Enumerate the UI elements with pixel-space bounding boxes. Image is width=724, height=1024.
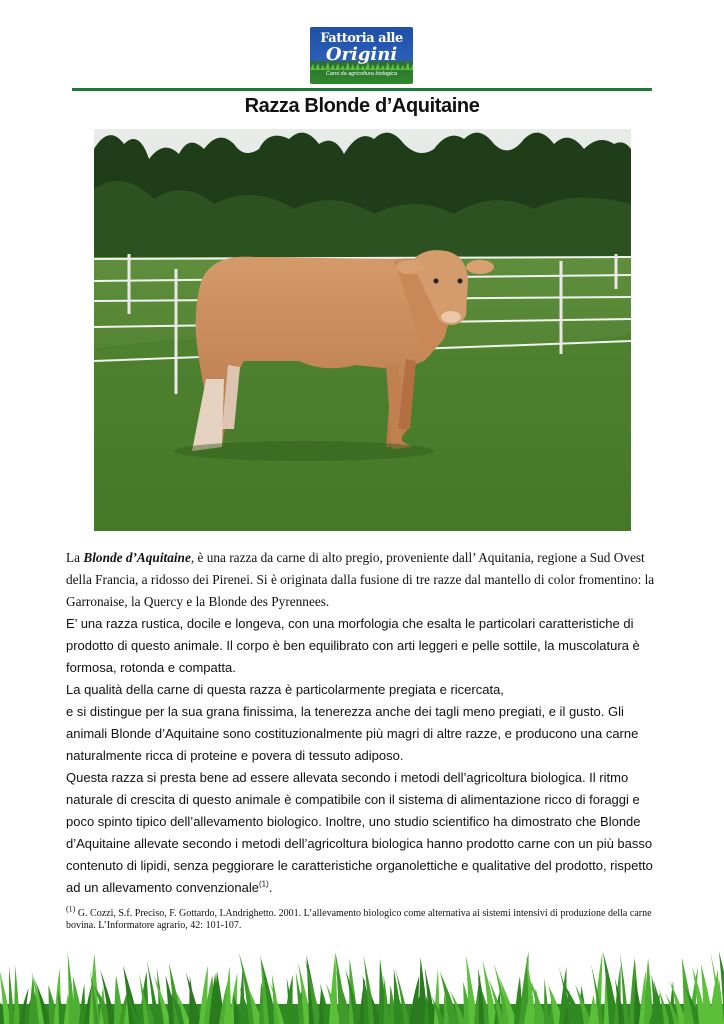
- body-text: [66, 547, 660, 899]
- footnote-text: G. Cozzi, S.f. Preciso, F. Gottardo, I.Andrighetto. 2001. L’allevamento biologico come alternativa ai sistemi intensivi di produzione della carne bovina. L’Informatore agrario, 42: 101-107.: [66, 908, 652, 931]
- logo-line2: Origini: [325, 44, 398, 65]
- grass-blade: [384, 975, 390, 1024]
- paragraph-4: [66, 767, 660, 899]
- cow-photo: [94, 129, 631, 531]
- grass-border-icon: [0, 946, 724, 1024]
- paragraph-2: La qualità della carne di questa razza è particolarmente pregiata e ricercata,: [66, 682, 504, 697]
- grass-blade: [9, 966, 14, 1024]
- intro-paragraph: [66, 547, 660, 613]
- footnote: [66, 904, 666, 932]
- page-title: Razza Blonde d’Aquitaine: [244, 95, 480, 117]
- intro-rest: , è una razza da carne di alto pregio, proveniente dall’ Aquitania, regione a Sud Ovest della Francia, a ridosso dei Pirenei. Si è originata dalla fusione di tre razze dal mantello di color fromentino: la Garronaise, la Quercy e la Blonde des Pyrennees.: [66, 550, 655, 609]
- grass-blade: [544, 979, 550, 1024]
- paragraph-3: e si distingue per la sua grana finissima, la tenerezza anche dei tagli meno pregiati, e il gusto. Gli animali Blonde d’Aquitaine sono costituzionalmente più magri di altre razze, e producono una carne naturalmente ricca di proteine e povera di tessuto adiposo.: [66, 704, 639, 763]
- footnote-marker: (1): [66, 904, 76, 914]
- paragraph-1: E’ una razza rustica, docile e longeva, con una morfologia che esalta le particolari caratteristiche di prodotto di questo animale. Il corpo è ben equilibrato con arti leggeri e pelle sottile, la muscolatura è formosa, rotonda e compatta.: [66, 616, 640, 675]
- breed-name: Blonde d’Aquitaine: [83, 550, 191, 565]
- paragraph-4-text: Questa razza si presta bene ad essere allevata secondo i metodi dell’agricoltura biologica. Il ritmo naturale di crescita di questo animale è compatibile con il sistema di alimentazione ricco di foraggi e poco spinto tipico dell’allevamento biologico. Inoltre, uno studio scientifico ha dimostrato che Blonde d’Aquitaine allevate secondo i metodi dell’agricoltura biologica hanno prodotto carne con un più basso contenuto di lipidi, senza peggiorare le caratteristiche organolettiche e qualitative del prodotto, rispetto ad un allevamento convenzionale: [66, 770, 653, 895]
- brand-logo: [310, 27, 413, 84]
- grass-blade: [79, 984, 85, 1024]
- logo-grass-icon: [310, 62, 413, 70]
- header-divider: [72, 88, 652, 91]
- paragraph-4-end: .: [268, 880, 273, 895]
- logo-line1: Fattoria alle: [320, 31, 403, 46]
- grass-blade: [14, 965, 20, 1024]
- intro-lead: La: [66, 550, 84, 565]
- footnote-reference[interactable]: (1): [258, 879, 269, 889]
- logo-tagline: Carni da agricoltura biologica: [325, 71, 398, 77]
